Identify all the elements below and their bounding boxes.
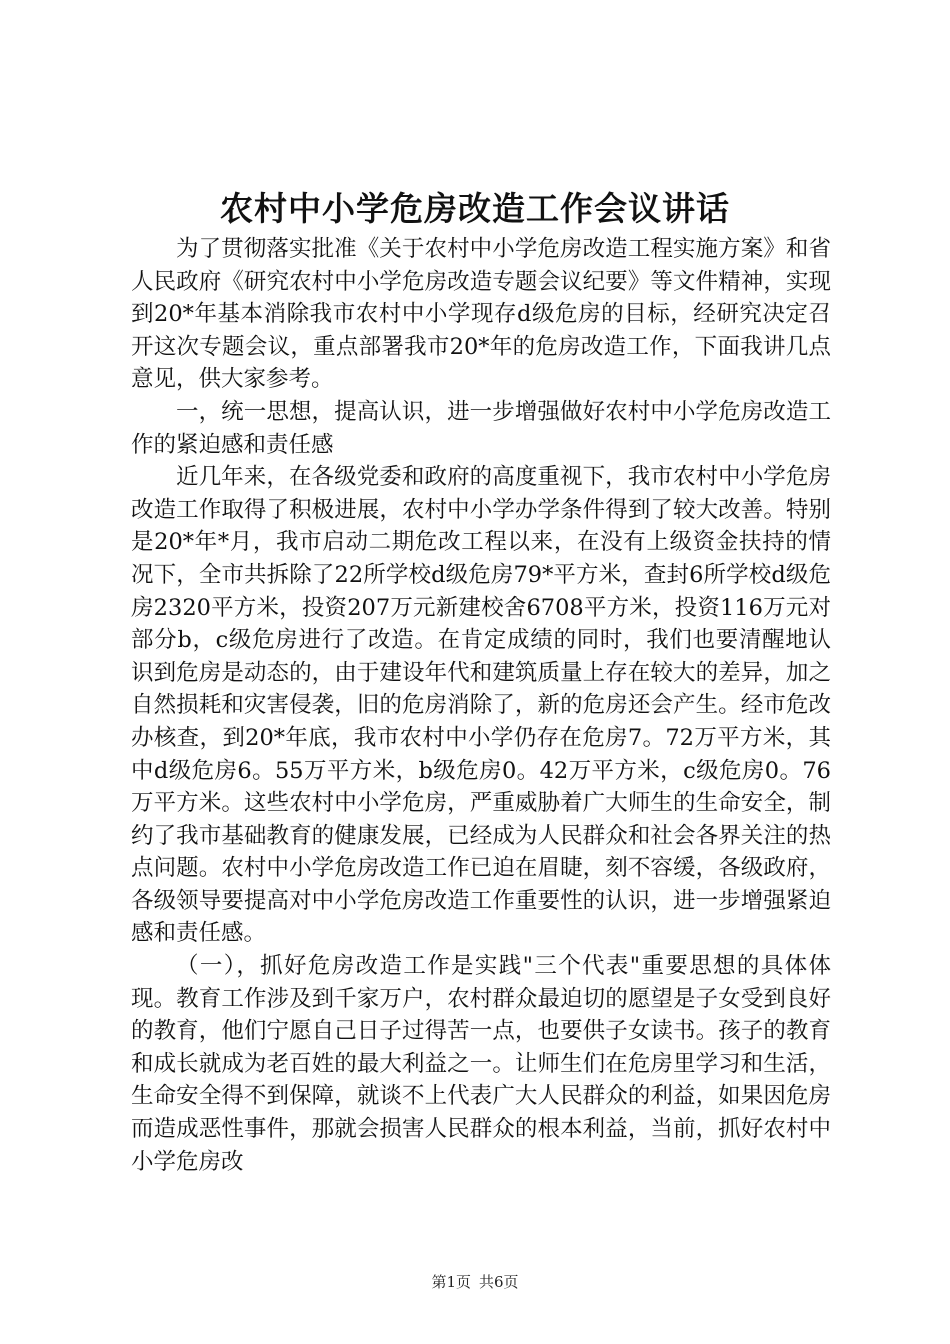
section-heading-1: 一，统一思想，提高认识，进一步增强做好农村中小学危房改造工作的紧迫感和责任感 xyxy=(131,398,831,458)
document-title: 农村中小学危房改造工作会议讲话 xyxy=(220,189,730,228)
document-body xyxy=(131,233,831,1178)
page-number: 第1页 xyxy=(431,1273,471,1291)
paragraph-progress: 近几年来，在各级党委和政府的高度重视下，我市农村中小学危房改造工作取得了积极进展，农村中小学办学条件得到了较大改善。特别是20*年*月，我市启动二期危改工程以来，在没有上级资金扶持的情况下，全市共拆除了22所学校d级危房79*平方米，查封6所学校d级危房2320平方米，投资207万元新建校舍6708平方米，投资116万元对部分b，c级危房进行了改造。在肯定成绩的同时，我们也要清醒地认识到危房是动态的，由于建设年代和建筑质量上存在较大的差异，加之自然损耗和灾害侵袭，旧的危房消除了，新的危房还会产生。经市危改办核查，到20*年底，我市农村中小学仍存在危房7。72万平方米，其中d级危房6。55万平方米，b级危房0。42万平方米，c级危房0。76万平方米。这些农村中小学危房，严重威胁着广大师生的生命安全，制约了我市基础教育的健康发展，已经成为人民群众和社会各界关注的热点问题。农村中小学危房改造工作已迫在眉睫，刻不容缓，各级政府，各级领导要提高对中小学危房改造工作重要性的认识，进一步增强紧迫感和责任感。 xyxy=(131,464,831,947)
paragraph-intro: 为了贯彻落实批准《关于农村中小学危房改造工程实施方案》和省人民政府《研究农村中小学危房改造专题会议纪要》等文件精神，实现到20*年基本消除我市农村中小学现存d级危房的目标，经研究决定召开这次专题会议，重点部署我市20*年的危房改造工作，下面我讲几点意见，供大家参考。 xyxy=(131,236,831,393)
page-footer xyxy=(0,1272,950,1292)
paragraph-subsection-1: （一），抓好危房改造工作是实践"三个代表"重要思想的具体体现。教育工作涉及到千家万户，农村群众最迫切的愿望是子女受到良好的教育，他们宁愿自己日子过得苦一点，也要供子女读书。孩子的教育和成长就成为老百姓的最大利益之一。让师生们在危房里学习和生活，生命安全得不到保障，就谈不上代表广大人民群众的利益，如果因危房而造成恶性事件，那就会损害人民群众的根本利益，当前，抓好农村中小学危房改 xyxy=(131,953,831,1175)
page-total: 共6页 xyxy=(479,1273,519,1291)
